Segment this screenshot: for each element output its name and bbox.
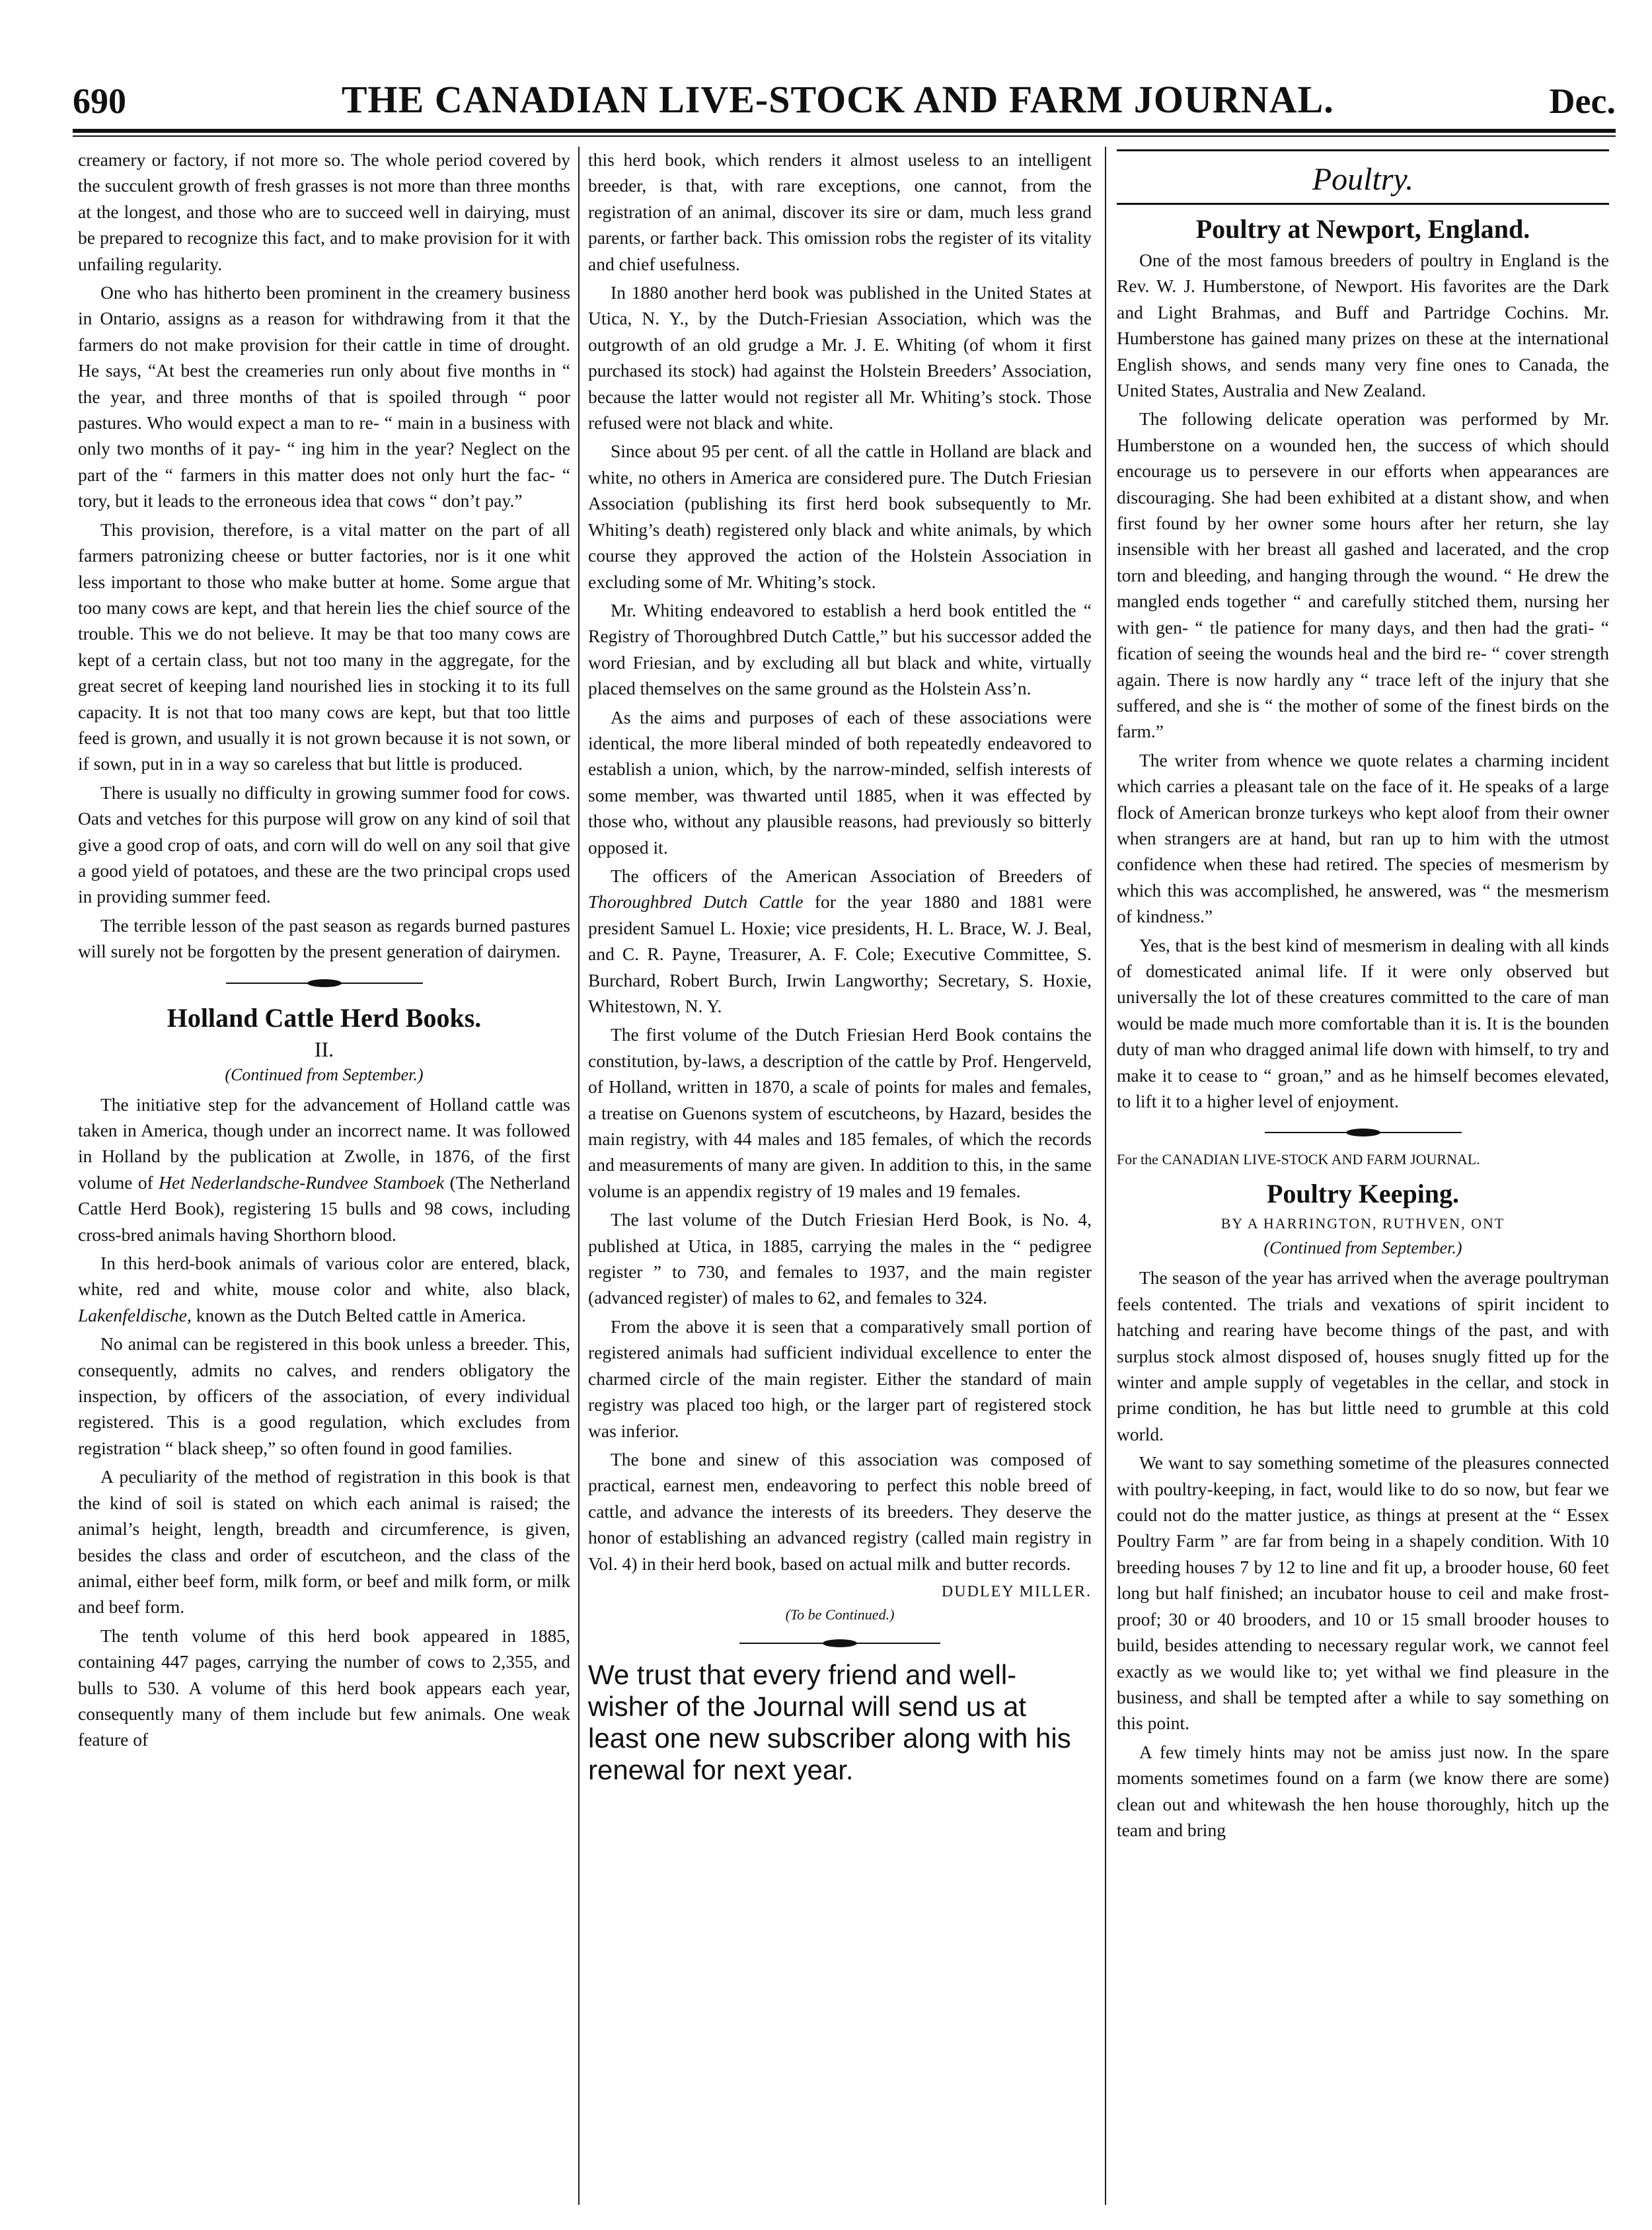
- article-heading: Poultry at Newport, England.: [1195, 214, 1530, 244]
- article-part-number: II.: [314, 1037, 334, 1061]
- paragraph: In 1880 another herd book was published in the United States at Utica, N. Y., by the Dutch-Friesian Association, which was the outgrowth of an old grudge a Mr. J. E. Whiting (of whom it first purchased its stock) had against the Holstein Breeders’ Association, because the latter would not register all Mr. Whiting’s stock. Those refused were not black and white.: [588, 282, 1092, 433]
- column-divider: [578, 147, 580, 2205]
- department-rule: [1117, 149, 1609, 151]
- section-ornament: [588, 1631, 1092, 1655]
- column-2: [588, 147, 1092, 2205]
- article-heading: Holland Cattle Herd Books.: [167, 1002, 482, 1033]
- paragraph: The bone and sinew of this association was composed of practical, earnest men, endeavoring to perfect this noble breed of cattle, and advance the interests of its breeders. They deserve the honor of establishing an advanced registry (called main registry in Vol. 4) in their herd book, based on actual milk and butter records.: [588, 1448, 1092, 1574]
- continued-note: (Continued from September.): [225, 1064, 424, 1084]
- masthead: [73, 61, 1616, 122]
- section-ornament: [1117, 1121, 1609, 1144]
- author-signature: DUDLEY MILLER.: [941, 1582, 1092, 1600]
- department-heading: Poultry.: [1312, 162, 1414, 197]
- paragraph: From the above it is seen that a comparatively small portion of registered animals had sufficient individual excellence to enter the charmed circle of the main register. Either the standard of main registry was placed too high, or the larger part of registered stock was inferior.: [588, 1316, 1092, 1441]
- page-number: 690: [73, 81, 126, 121]
- column-3: [1117, 147, 1609, 2205]
- journal-title: THE CANADIAN LIVE-STOCK AND FARM JOURNAL.: [341, 78, 1334, 121]
- signature-row: [588, 1579, 1092, 1605]
- paragraph: One of the most famous breeders of poultry in England is the Rev. W. J. Humberstone, of Newport. His favorites are the Dark and Light Brahmas, and Buff and Partridge Cochins. Mr. Humberstone has gained many prizes on these at the international English shows, and sends many very fine ones to Canada, the United States, Australia and New Zealand.: [1117, 250, 1609, 401]
- paragraph: The terrible lesson of the past season as regards burned pastures will surely not be forgotten by the present generation of dairymen.: [78, 914, 570, 962]
- masthead-rule-thin: [73, 135, 1616, 137]
- article-heading: Poultry Keeping.: [1266, 1179, 1460, 1209]
- paragraph: No animal can be registered in this book unless a breeder. This, consequently, admits no calves, and renders obligatory the inspection, by officers of the association, of every individual registered. This is a good regulation, which excludes from registration “ black sheep,” so often found in good families.: [78, 1333, 570, 1458]
- paragraph: Yes, that is the best kind of mesmerism in dealing with all kinds of domesticated animal life. If it were only observed but universally the lot of these creatures committed to the care of man would be made much more comfortable than it is. It is the bounden duty of man who dragged animal life down with himself, to try and make it to cease to “ groan,” and as he himself becomes elevated, to lift it to a higher level of enjoyment.: [1117, 934, 1609, 1111]
- source-credit: For the CANADIAN LIVE-STOCK AND FARM JOURNAL.: [1117, 1151, 1480, 1168]
- column-divider: [1105, 147, 1106, 2205]
- paragraph: A few timely hints may not be amiss just now. In the spare moments sometimes found on a farm (we know there are some) clean out and whitewash the hen house thoroughly, hitch up the team and bring: [1117, 1741, 1609, 1840]
- department-rule: [1117, 203, 1609, 205]
- paragraph: The tenth volume of this herd book appeared in 1885, containing 447 pages, carrying the number of cows to 2,355, and bulls to 530. A volume of this herd book appears each year, consequently many of them include but few animals. One weak feature of: [78, 1625, 570, 1750]
- issue-month: Dec.: [1549, 81, 1616, 121]
- paragraph: One who has hitherto been prominent in the creamery business in Ontario, assigns as a reason for withdrawing from it that the farmers do not make provision for their cattle in time of drought. He says, “At best the creameries run only about five months in “ the year, and three months of that is spoiled through “ poor pastures. Who would expect a man to re- “ main in a business with only two months of it pay- “ ing him in the year? Neglect on the part of the “ farmers in this matter does not only hurt the fac- “ tory, but it leads to the erroneous idea that cows “ don’t pay.”: [78, 282, 570, 511]
- paragraph: The last volume of the Dutch Friesian Herd Book, is No. 4, published at Utica, in 1885, carrying the males in the “ pedigree register ” to 730, and females to 1937, and the main register (advanced register) of males to 62, and females to 324.: [588, 1209, 1092, 1308]
- paragraph: There is usually no difficulty in growing summer food for cows. Oats and vetches for this purpose will grow on any kind of soil that give a good crop of oats, and corn will do well on any soil that give a good yield of potatoes, and these are the two principal crops used in providing summer feed.: [78, 782, 570, 907]
- paragraph: The season of the year has arrived when the average poultryman feels contented. The trials and vexations of spirit incident to hatching and rearing have become things of the past, and with surplus stock almost disposed of, houses snugly fitted up for the winter and ample supply of vegetables in the cellar, and stock in prime condition, he has but little need to grumble at this cold world.: [1117, 1267, 1609, 1444]
- to-be-continued-note: (To be Continued.): [785, 1606, 895, 1623]
- paragraph: The first volume of the Dutch Friesian Herd Book contains the constitution, by-laws, a description of the cattle by Prof. Hengerveld, of Holland, written in 1870, a scale of points for males and females, a treatise on Guenons system of escutcheons, by Hazard, besides the main registry, with 44 males and 185 females, of which the records and measurements of many are given. In addition to this, in the same volume is an appendix registry of 19 males and 19 females.: [588, 1024, 1092, 1201]
- subscription-appeal: We trust that every friend and well-wisher of the Journal will send us at least one new subscriber along with his renewal for next year.: [588, 1659, 1071, 1786]
- paragraph: This provision, therefore, is a vital matter on the part of all farmers patronizing cheese or butter factories, nor is it one whit less important to those who make butter at home. Some argue that too many cows are kept, and that herein lies the chief source of the trouble. This we do not believe. It may be that too many cows are kept of a certain class, but not too many in the aggregate, for the great secret of keeping land nourished lies in stocking it to its full capacity. It is not that too many cows are kept, but that too little feed is grown, and usually it is not grown because it is not sown, or if sown, put in in a way so careless that but little is produced.: [78, 519, 570, 774]
- column-1: [78, 147, 570, 2205]
- paragraph: A peculiarity of the method of registration in this book is that the kind of soil is stated on which each animal is raised; the animal’s height, length, breadth and circumference, is given, besides the class and order of escutcheon, and the class of the animal, either beef form, milk form, or beef and milk form, or milk and beef form.: [78, 1466, 570, 1617]
- paragraph: The initiative step for the advancement of Holland cattle was taken in America, though under an incorrect name. It was followed in Holland by the publication at Zwolle, in 1876, of the first volume of Het Nederlandsche-Rundvee Stamboek (The Netherland Cattle Herd Book), registering 15 bulls and 98 cows, including cross-bred animals having Shorthorn blood.: [78, 1094, 570, 1245]
- paragraph: In this herd-book animals of various color are entered, black, white, red and white, mouse color and white, also black, Lakenfeldische, known as the Dutch Belted cattle in America.: [78, 1253, 570, 1325]
- paragraph: creamery or factory, if not more so. The whole period covered by the succulent growth of fresh grasses is not more than three months at the longest, and those who are to succeed well in dairying, must be prepared to recognize this fact, and to make provision for it with unfailing regularity.: [78, 149, 570, 274]
- paragraph: Mr. Whiting endeavored to establish a herd book entitled the “ Registry of Thoroughbred Dutch Cattle,” but his successor added the word Friesian, and by excluding all but black and white, virtually placed themselves on the same ground as the Holstein Ass’n.: [588, 599, 1092, 699]
- continued-note: (Continued from September.): [1263, 1238, 1462, 1258]
- paragraph: Since about 95 per cent. of all the cattle in Holland are black and white, no others in America are considered pure. The Dutch Friesian Association (publishing its first herd book subsequently to Mr. Whiting’s death) registered only black and white animals, by which course they approved the action of the Holstein Association in excluding some of Mr. Whiting’s stock.: [588, 441, 1092, 592]
- paragraph: this herd book, which renders it almost useless to an intelligent breeder, is that, with rare exceptions, one cannot, from the registration of an animal, discover its sire or dam, much less grand parents, or farther back. This omission robs the register of its vitality and chief usefulness.: [588, 149, 1092, 274]
- section-ornament: [78, 971, 570, 995]
- article-byline: BY A HARRINGTON, RUTHVEN, ONT: [1220, 1215, 1505, 1232]
- masthead-rule: [73, 129, 1616, 133]
- paragraph: The writer from whence we quote relates a charming incident which carries a pleasant tale on the face of it. He speaks of a large flock of American bronze turkeys who kept aloof from their owner when strangers are at hand, but ran up to him with the utmost confidence when these had retired. The species of mesmerism by which this was accomplished, he answered, was “ the mesmerism of kindness.”: [1117, 749, 1609, 927]
- paragraph: We want to say something sometime of the pleasures connected with poultry-keeping, in fact, would like to do so now, but fear we could not do the matter justice, as things at present at the “ Essex Poultry Farm ” are far from being in a shapely condition. With 10 breeding houses 7 by 12 to line and fit up, a brooder house, 60 feet long but half finished; an incubator house to ceil and make frost-proof; 30 or 40 brooders, and 10 or 15 small brooder houses to build, besides attending to necessary regular work, we cannot feel exactly as we would like to; yet withal we find pleasure in the business, and shall be tempted after a while to say something on this point.: [1117, 1452, 1609, 1734]
- paragraph: The following delicate operation was performed by Mr. Humberstone on a wounded hen, the success of which should encourage us to persevere in our efforts when appearances are discouraging. She had been exhibited at a distant show, and when first found by her owner some hours after her return, she lay insensible with her breast all gashed and lacerated, and the crop torn and bleeding, and hanging through the wound. “ He drew the mangled ends together “ and carefully stitched them, nursing her with gen- “ tle patience for many days, and then had the grati- “ fication of seeing the wounds heal and the bird re- “ cover strength again. There is now hardly any “ trace left of the injury that she suffered, and she is “ the mother of some of the finest birds on the farm.”: [1117, 408, 1609, 742]
- paragraph: As the aims and purposes of each of these associations were identical, the more liberal minded of both repeatedly endeavored to establish a union, which, by the narrow-minded, selfish interests of some member, was thwarted until 1885, when it was effected by those who, without any plausible reasons, had previously so bitterly opposed it.: [588, 706, 1092, 858]
- paragraph: The officers of the American Association of Breeders of Thoroughbred Dutch Cattle for the year 1880 and 1881 were president Samuel L. Hoxie; vice presidents, H. L. Brace, W. J. Beal, and C. R. Payne, Treasurer, A. F. Cole; Executive Committee, S. Burchard, Robert Burch, Irwin Langworthy; Secretary, S. Hoxie, Whitestown, N. Y.: [588, 865, 1092, 1016]
